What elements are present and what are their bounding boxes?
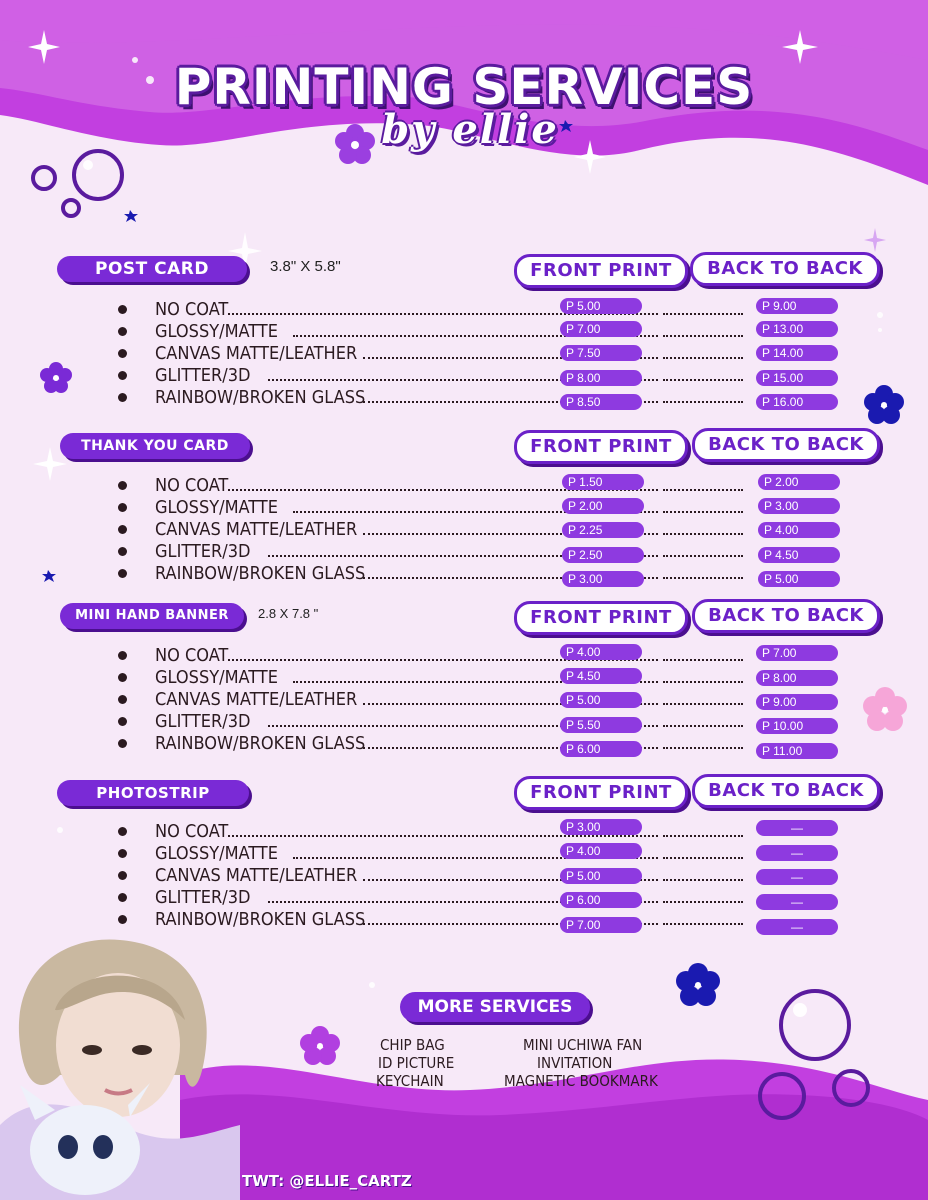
page-title: PRINTING SERVICES: [174, 58, 754, 116]
bullet-icon: [118, 893, 127, 902]
front-price: P 5.00: [560, 868, 642, 884]
item-name: GLITTER/3D: [155, 887, 251, 908]
bullet-icon: [118, 717, 127, 726]
item-name: GLITTER/3D: [155, 365, 251, 386]
front-price: P 5.00: [560, 692, 642, 708]
back-price: P 7.00: [756, 645, 838, 661]
more-service-item: CHIP BAG: [380, 1036, 445, 1054]
bullet-icon: [118, 739, 127, 748]
back-price: P 14.00: [756, 345, 838, 361]
bullet-icon: [118, 651, 127, 660]
bullet-icon: [118, 349, 127, 358]
more-service-item: INVITATION: [537, 1054, 613, 1072]
front-price: P 3.00: [562, 571, 644, 587]
back-price: —: [756, 820, 838, 836]
item-name: NO COAT: [155, 475, 229, 496]
back-to-back-header: BACK TO BACK: [692, 774, 880, 808]
item-name: GLOSSY/MATTE: [155, 497, 278, 518]
back-price: P 5.00: [758, 571, 840, 587]
front-price: P 7.50: [560, 345, 642, 361]
front-price: P 4.00: [560, 644, 642, 660]
bullet-icon: [118, 393, 127, 402]
front-print-header: FRONT PRINT: [514, 430, 688, 464]
item-name: NO COAT: [155, 645, 229, 666]
section-label-mini-hand-banner: MINI HAND BANNER: [60, 603, 244, 629]
item-name: GLITTER/3D: [155, 541, 251, 562]
bullet-icon: [118, 849, 127, 858]
section-label-photostrip: PHOTOSTRIP: [57, 780, 249, 806]
back-price: P 9.00: [756, 298, 838, 314]
item-name: CANVAS MATTE/LEATHER: [155, 689, 358, 710]
bullet-icon: [118, 371, 127, 380]
front-price: P 2.50: [562, 547, 644, 563]
front-print-header: FRONT PRINT: [514, 601, 688, 635]
more-services-title: MORE SERVICES: [400, 992, 590, 1022]
back-to-back-header: BACK TO BACK: [692, 599, 880, 633]
front-price: P 2.25: [562, 522, 644, 538]
front-print-header: FRONT PRINT: [514, 254, 688, 288]
bullet-icon: [118, 547, 127, 556]
back-price: P 11.00: [756, 743, 838, 759]
back-price: P 8.00: [756, 670, 838, 686]
item-name: RAINBOW/BROKEN GLASS: [155, 733, 366, 754]
more-service-item: MINI UCHIWA FAN: [523, 1036, 643, 1054]
back-to-back-header: BACK TO BACK: [690, 252, 880, 286]
item-name: RAINBOW/BROKEN GLASS: [155, 909, 366, 930]
back-price: P 9.00: [756, 694, 838, 710]
front-price: P 7.00: [560, 917, 642, 933]
bullet-icon: [118, 827, 127, 836]
front-price: P 3.00: [560, 819, 642, 835]
front-price: P 1.50: [562, 474, 644, 490]
item-name: GLOSSY/MATTE: [155, 321, 278, 342]
front-price: P 7.00: [560, 321, 642, 337]
bullet-icon: [118, 569, 127, 578]
bullet-icon: [118, 525, 127, 534]
back-price: P 10.00: [756, 718, 838, 734]
item-name: CANVAS MATTE/LEATHER: [155, 519, 358, 540]
bullet-icon: [118, 481, 127, 490]
more-service-item: MAGNETIC BOOKMARK: [504, 1072, 658, 1090]
item-name: CANVAS MATTE/LEATHER: [155, 865, 358, 886]
back-price: P 2.00: [758, 474, 840, 490]
item-name: RAINBOW/BROKEN GLASS: [155, 387, 366, 408]
front-price: P 4.50: [560, 668, 642, 684]
front-print-header: FRONT PRINT: [514, 776, 688, 810]
item-name: NO COAT: [155, 821, 229, 842]
bullet-icon: [118, 871, 127, 880]
item-name: GLOSSY/MATTE: [155, 843, 278, 864]
size-note: 2.8 X 7.8 ": [258, 606, 319, 621]
bullet-icon: [118, 915, 127, 924]
twitter-handle: TWT: @ELLIE_CARTZ: [242, 1172, 412, 1190]
avatar: [0, 925, 240, 1200]
size-note: 3.8" X 5.8": [270, 258, 341, 275]
bullet-icon: [118, 305, 127, 314]
bullet-icon: [118, 673, 127, 682]
back-price: —: [756, 919, 838, 935]
front-price: P 2.00: [562, 498, 644, 514]
bullet-icon: [118, 503, 127, 512]
back-price: P 4.50: [758, 547, 840, 563]
front-price: P 5.00: [560, 298, 642, 314]
back-price: —: [756, 894, 838, 910]
back-to-back-header: BACK TO BACK: [692, 428, 880, 462]
back-price: P 4.00: [758, 522, 840, 538]
section-label-thank-you-card: THANK YOU CARD: [60, 433, 250, 459]
front-price: P 8.00: [560, 370, 642, 386]
item-name: GLOSSY/MATTE: [155, 667, 278, 688]
item-name: GLITTER/3D: [155, 711, 251, 732]
front-price: P 8.50: [560, 394, 642, 410]
bullet-icon: [118, 327, 127, 336]
front-price: P 6.00: [560, 892, 642, 908]
item-name: RAINBOW/BROKEN GLASS: [155, 563, 366, 584]
back-price: —: [756, 869, 838, 885]
item-name: NO COAT: [155, 299, 229, 320]
bullet-icon: [118, 695, 127, 704]
more-service-item: ID PICTURE: [378, 1054, 455, 1072]
back-price: P 13.00: [756, 321, 838, 337]
item-name: CANVAS MATTE/LEATHER: [155, 343, 358, 364]
back-price: P 16.00: [756, 394, 838, 410]
more-service-item: KEYCHAIN: [376, 1072, 444, 1090]
front-price: P 6.00: [560, 741, 642, 757]
page-subtitle: by ellie: [381, 106, 559, 153]
front-price: P 5.50: [560, 717, 642, 733]
back-price: P 3.00: [758, 498, 840, 514]
section-label-post-card: POST CARD: [57, 256, 247, 282]
front-price: P 4.00: [560, 843, 642, 859]
back-price: P 15.00: [756, 370, 838, 386]
back-price: —: [756, 845, 838, 861]
